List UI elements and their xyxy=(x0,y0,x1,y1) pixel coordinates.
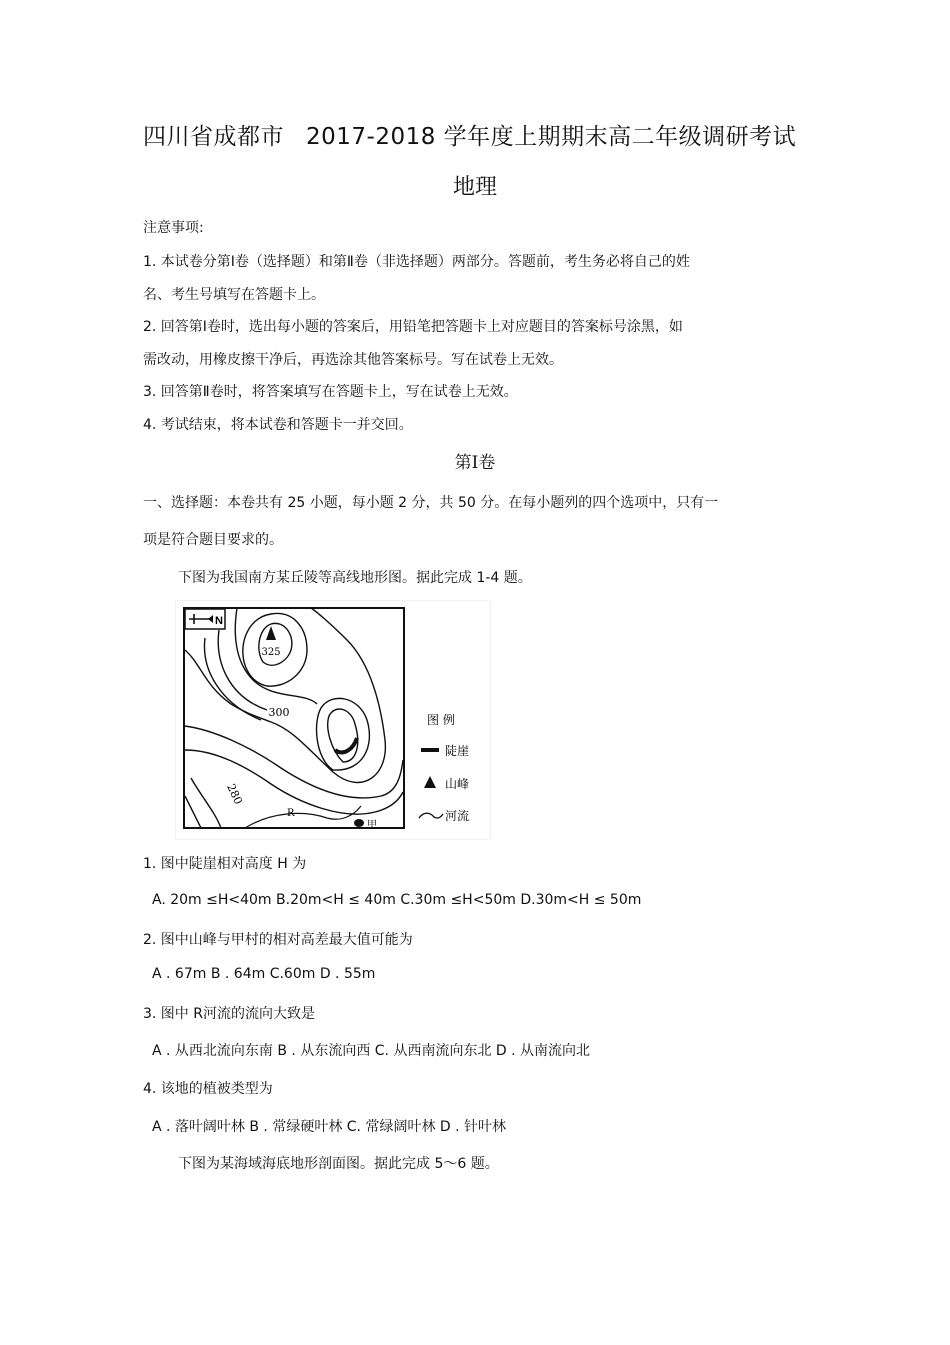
title-exam: 2017-2018 学年度上期期末高二年级调研考试 xyxy=(306,124,797,150)
question-3-stem: 3. 图中 R河流的流向大致是 xyxy=(143,1006,315,1022)
legend-river: 河流 xyxy=(445,809,470,823)
north-label: N xyxy=(215,615,223,627)
label-village: 甲 xyxy=(367,820,377,831)
part-heading: 第Ⅰ卷 xyxy=(454,453,496,473)
question-4-stem: 4. 该地的植被类型为 xyxy=(143,1081,273,1097)
subject-title: 地理 xyxy=(452,175,497,200)
note-2-line-2: 需改动，用橡皮擦干净后，再选涂其他答案标号。写在试卷上无效。 xyxy=(143,352,563,368)
question-2-stem: 2. 图中山峰与甲村的相对高差最大值可能为 xyxy=(143,932,413,948)
question-1-options: A. 20m ≤H<40m B.20m<H ≤ 40m C.30m ≤H<50m D.30m<H ≤ 50m xyxy=(152,892,642,908)
note-3: 3. 回答第Ⅱ卷时，将答案填写在答题卡上，写在试卷上无效。 xyxy=(143,384,518,400)
label-300: 300 xyxy=(268,706,290,719)
contour-map xyxy=(175,600,491,840)
question-4-options: A . 落叶阔叶林 B . 常绿硬叶林 C. 常绿阔叶林 D . 针叶林 xyxy=(152,1119,507,1135)
note-1-line-2: 名、考生号填写在答题卡上。 xyxy=(143,287,325,303)
village-icon xyxy=(354,819,364,827)
label-325: 325 xyxy=(261,647,281,658)
legend-peak: 山峰 xyxy=(445,777,470,791)
section-instructions-line-2: 项是符合题目要求的。 xyxy=(143,532,283,548)
question-3-options: A . 从西北流向东南 B . 从东流向西 C. 从西南流向东北 D . 从南流向北 xyxy=(152,1043,591,1059)
note-1-line-1: 1. 本试卷分第Ⅰ卷（选择题）和第Ⅱ卷（非选择题）两部分。答题前，考生务必将自己的姓 xyxy=(143,254,690,270)
section-instructions-line-1: 一、选择题：本卷共有 25 小题，每小题 2 分，共 50 分。在每小题列的四个选项中，只有一 xyxy=(143,495,719,511)
exam-title xyxy=(143,118,796,151)
legend-title: 图 例 xyxy=(427,713,455,727)
question-2-options: A . 67m B . 64m C.60m D . 55m xyxy=(152,966,376,982)
note-2-line-1: 2. 回答第Ⅰ卷时，选出每小题的答案后，用铅笔把答题卡上对应题目的答案标号涂黑，如 xyxy=(143,319,683,335)
label-river: R xyxy=(287,808,295,819)
title-region: 四川省成都市 xyxy=(143,124,284,150)
notes-heading: 注意事项: xyxy=(143,220,204,236)
note-4: 4. 考试结束，将本试卷和答题卡一并交回。 xyxy=(143,417,413,433)
label-280: 280 xyxy=(224,781,245,807)
contour-map-figure xyxy=(175,600,491,840)
question-1-stem: 1. 图中陡崖相对高度 H 为 xyxy=(143,856,307,872)
legend-cliff: 陡崖 xyxy=(445,744,470,758)
figure-intro-1: 下图为我国南方某丘陵等高线地形图。据此完成 1-4 题。 xyxy=(178,570,532,586)
figure-intro-2: 下图为某海域海底地形剖面图。据此完成 5～6 题。 xyxy=(178,1156,499,1172)
